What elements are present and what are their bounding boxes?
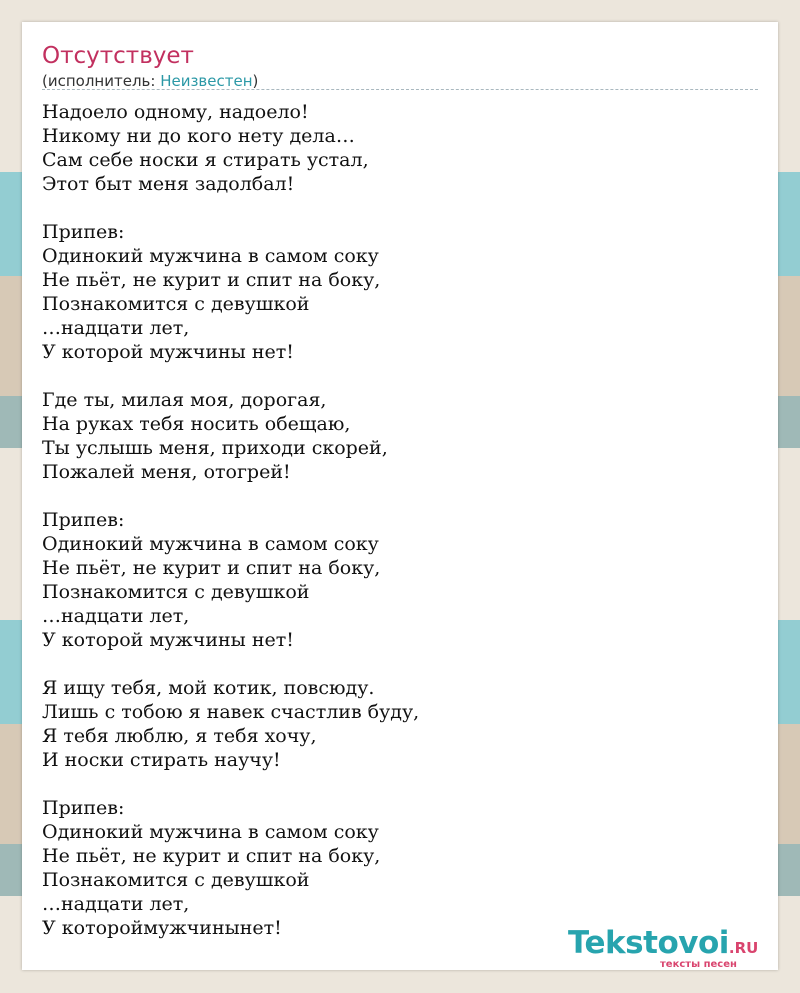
lyric-line: Надоело одному, надоело! [42,101,309,123]
lyric-line [42,484,742,508]
lyric-line: Где ты, милая моя, дорогая, [42,389,327,411]
lyric-line [42,364,742,388]
lyric-line: …надцати лет, [42,893,190,915]
lyric-line: Пожалей меня, отогрей! [42,461,291,483]
logo-wordmark: Tekstovoi [568,925,729,961]
lyric-line: …надцати лет, [42,605,190,627]
lyric-line: Познакомится с девушкой [42,293,310,315]
lyrics-text [42,100,742,940]
lyric-line: Одинокий мужчина в самом соку [42,821,379,843]
site-logo[interactable] [568,925,759,970]
lyric-line: Этот быт меня задолбал! [42,173,295,195]
lyric-line: Припев: [42,221,125,243]
lyric-line: …надцати лет, [42,317,190,339]
lyric-line: Познакомится с девушкой [42,581,310,603]
lyric-line: И носки стирать научу! [42,749,281,771]
lyric-line: У которой мужчины нет! [42,341,294,363]
lyric-line: Одинокий мужчина в самом соку [42,533,379,555]
logo-tagline: тексты песен [660,959,737,970]
lyric-line: У котороймужчинынет! [42,917,282,939]
lyrics-card [22,22,778,970]
lyric-line: Я ищу тебя, мой котик, повсюду. [42,677,375,699]
song-title: Отсутствует [42,43,194,69]
artist-link[interactable]: Неизвестен [160,72,253,90]
lyric-line: Познакомится с девушкой [42,869,310,891]
lyric-line: Не пьёт, не курит и спит на боку, [42,269,381,291]
lyric-line [42,652,742,676]
lyric-line: Припев: [42,797,125,819]
lyric-line: У которой мужчины нет! [42,629,294,651]
logo-tld: .RU [728,939,759,957]
artist-line [42,71,258,91]
lyric-line: Одинокий мужчина в самом соку [42,245,379,267]
lyric-line: Никому ни до кого нету дела… [42,125,355,147]
lyric-line [42,196,742,220]
artist-suffix: ) [252,72,259,90]
lyric-line: Припев: [42,509,125,531]
lyric-line: Ты услышь меня, приходи скорей, [42,437,388,459]
lyric-line [42,772,742,796]
lyric-line: Не пьёт, не курит и спит на боку, [42,845,381,867]
lyric-line: Я тебя люблю, я тебя хочу, [42,725,317,747]
artist-prefix: (исполнитель: [42,72,161,90]
title-divider [42,89,758,90]
lyric-line: На руках тебя носить обещаю, [42,413,351,435]
lyric-line: Лишь с тобою я навек счастлив буду, [42,701,420,723]
lyric-line: Не пьёт, не курит и спит на боку, [42,557,381,579]
lyric-line: Сам себе носки я стирать устал, [42,149,369,171]
